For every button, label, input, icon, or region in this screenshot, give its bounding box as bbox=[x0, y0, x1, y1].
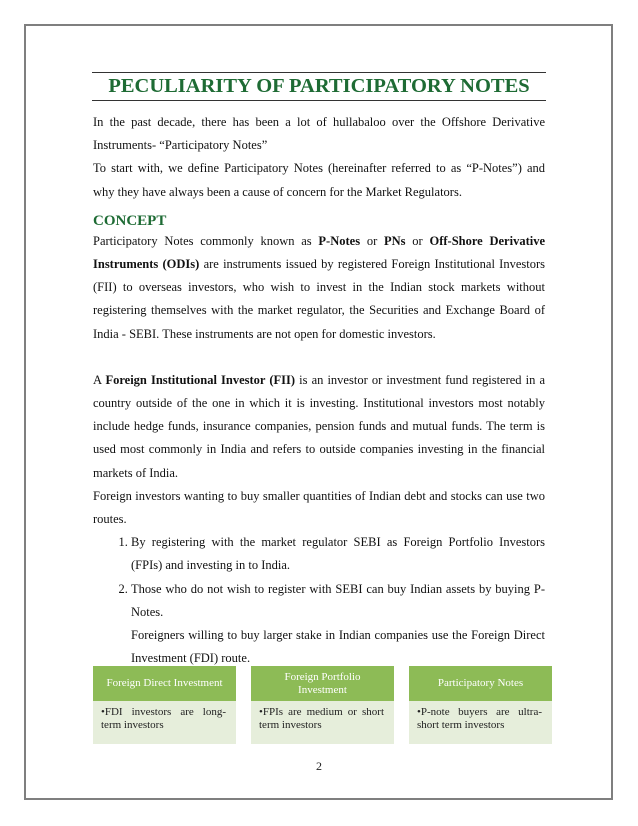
pnotes-box bbox=[409, 666, 552, 744]
pnotes-box-heading: Participatory Notes bbox=[409, 666, 552, 701]
fdi-box-heading: Foreign Direct Investment bbox=[93, 666, 236, 701]
page-title: PECULIARITY OF PARTICIPATORY NOTES bbox=[108, 75, 530, 97]
title-block bbox=[92, 72, 546, 101]
document-body bbox=[93, 111, 545, 670]
route-item-2 bbox=[131, 578, 545, 671]
investment-comparison bbox=[93, 666, 552, 744]
route-note: Foreigners willing to buy larger stake in Indian companies use the Foreign Direct Investment (FDI) route. bbox=[131, 628, 545, 666]
fii-text-2: is an investor or investment fund registered in a country outside of the one in which it is investing. Institutional investors most notably include hedge funds, insurance companies, pension funds and mutual funds. The term is used most commonly in India and refers to outside companies investing in the financial markets of India. bbox=[93, 372, 546, 480]
fpi-box bbox=[251, 666, 394, 744]
route-item-1 bbox=[131, 531, 545, 577]
concept-paragraph bbox=[93, 230, 545, 346]
pnotes-box-text: •P-note buyers are ultra-short term investors bbox=[409, 701, 552, 744]
concept-text-4: are instruments issued by registered Foreign Institutional Investors (FII) to overseas investors, who wish to invest in the Indian stock markets without registering themselves with the market regulator, the Securities and Exchange Board of India - SEBI. These instruments are not open for domestic investors. bbox=[93, 257, 545, 341]
fii-paragraph bbox=[93, 369, 545, 485]
route-text-2: Those who do not wish to register with SEBI can buy Indian assets by buying P-Notes. bbox=[131, 581, 545, 619]
fdi-box bbox=[93, 666, 236, 744]
fii-bold-term: Foreign Institutional Investor (FII) bbox=[105, 372, 296, 387]
concept-heading: CONCEPT bbox=[93, 212, 167, 229]
fpi-box-heading: Foreign Portfolio Investment bbox=[251, 666, 394, 701]
concept-text-3: or bbox=[405, 233, 430, 248]
concept-text-2: or bbox=[360, 233, 385, 248]
intro-paragraph-2: To start with, we define Participatory Notes (hereinafter referred to as “P-Notes”) and why they have always been a cause of concern for the Market Regulators. bbox=[93, 161, 545, 199]
intro-paragraph-1: In the past decade, there has been a lot of hullabaloo over the Offshore Derivative Instruments- “Participatory Notes” bbox=[93, 115, 545, 153]
routes-list bbox=[93, 531, 545, 670]
page-number: 2 bbox=[316, 759, 322, 773]
routes-intro: Foreign investors wanting to buy smaller quantities of Indian debt and stocks can use two routes. bbox=[93, 488, 545, 527]
concept-text-1: Participatory Notes commonly known as bbox=[93, 233, 319, 248]
fii-text-1: A bbox=[93, 372, 106, 387]
concept-bold-pns: PNs bbox=[384, 233, 406, 248]
concept-bold-pnotes: P-Notes bbox=[318, 233, 361, 248]
route-text-1: By registering with the market regulator SEBI as Foreign Portfolio Investors (FPIs) and investing in to India. bbox=[131, 535, 545, 573]
concept-bold-odis: Off-Shore Derivative Instruments (ODIs) bbox=[93, 233, 546, 272]
paragraph-gap bbox=[93, 346, 545, 369]
fdi-box-text: •FDI investors are long-term investors bbox=[93, 701, 236, 744]
fpi-box-text: •FPIs are medium or short term investors bbox=[251, 701, 394, 744]
